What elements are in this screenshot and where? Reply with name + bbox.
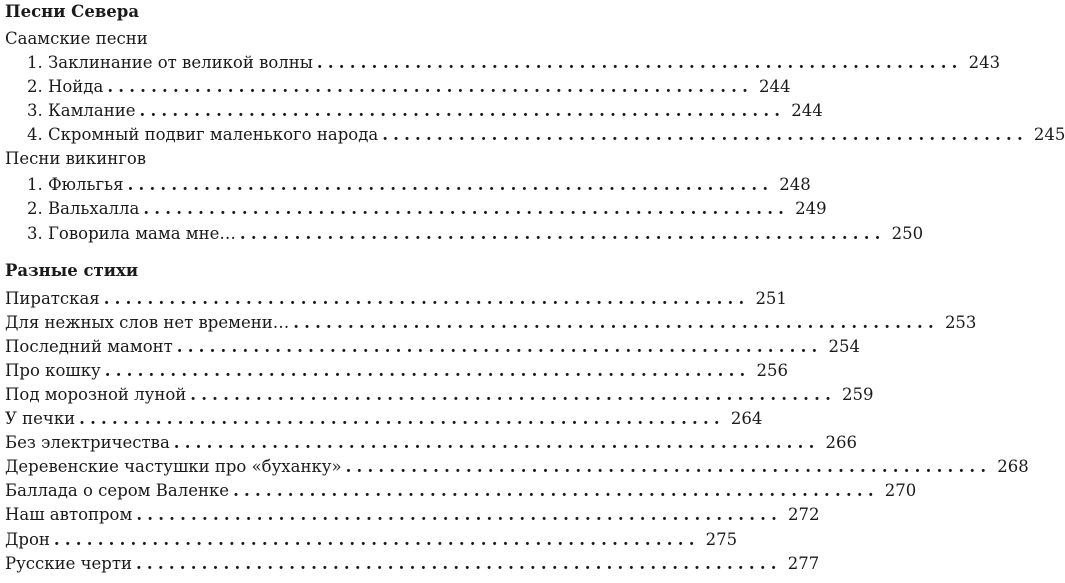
toc-entry-title: Деревенские частушки про «буханку» xyxy=(5,457,342,476)
toc-entry[interactable] xyxy=(5,289,787,309)
group-title-saami-songs: Саамские песни xyxy=(5,29,148,48)
group-title-viking-songs: Песни викингов xyxy=(5,149,147,168)
toc-entry[interactable] xyxy=(5,481,917,501)
toc-entry-title: Про кошку xyxy=(5,361,101,380)
toc-entry-page: 254 xyxy=(828,337,860,356)
toc-entry-page: 248 xyxy=(779,175,811,194)
toc-entry[interactable] xyxy=(5,313,977,333)
toc-entry-title: Наш автопром xyxy=(5,505,133,524)
toc-entry-page: 275 xyxy=(705,530,738,549)
dot-leader: ........................................................... xyxy=(107,77,754,96)
toc-entry-page: 277 xyxy=(787,554,820,573)
toc-entry-title: 1. Заклинание от великой волны xyxy=(27,53,313,72)
toc-entry-page: 253 xyxy=(944,313,977,332)
toc-entry[interactable] xyxy=(27,224,924,244)
toc-entry[interactable] xyxy=(27,175,811,195)
toc-entry[interactable] xyxy=(27,125,1065,145)
dot-leader: ........................................................... xyxy=(316,53,963,72)
toc-entry-page: 251 xyxy=(755,289,787,308)
dot-leader: ........................................................... xyxy=(190,385,837,404)
toc-entry-title: Баллада о сером Валенке xyxy=(5,481,230,500)
toc-entry-page: 244 xyxy=(759,77,791,96)
toc-entry[interactable] xyxy=(5,361,788,381)
dot-leader: ........................................................... xyxy=(104,361,751,380)
toc-entry-page: 259 xyxy=(842,385,874,404)
toc-entry-page: 270 xyxy=(884,481,917,500)
dot-leader: ........................................................... xyxy=(233,481,879,500)
dot-leader: ........................................................... xyxy=(53,530,700,549)
toc-entry[interactable] xyxy=(27,101,823,121)
toc-entry-title: У печки xyxy=(5,409,76,428)
dot-leader: ........................................................... xyxy=(135,554,782,573)
toc-entry-title: Последний мамонт xyxy=(5,337,173,356)
toc-entry[interactable] xyxy=(5,337,860,357)
toc-entry[interactable] xyxy=(5,530,738,550)
dot-leader: ........................................................... xyxy=(345,457,992,476)
toc-entry-page: 256 xyxy=(756,361,788,380)
toc-entry-title: Пиратская xyxy=(5,289,100,308)
toc-entry-page: 243 xyxy=(968,53,1001,72)
dot-leader: ........................................................... xyxy=(127,175,774,194)
toc-entry-page: 244 xyxy=(791,101,823,120)
toc-entry-title: Без электричества xyxy=(5,433,170,452)
toc-entry[interactable] xyxy=(27,53,1001,73)
dot-leader: ........................................................... xyxy=(103,289,750,308)
dot-leader: ........................................................... xyxy=(143,199,790,218)
toc-entry-title: 3. Говорила мама мне… xyxy=(27,224,236,243)
toc-entry-title: 3. Камлание xyxy=(27,101,136,120)
toc-entry-page: 250 xyxy=(891,224,924,243)
toc-entry[interactable] xyxy=(5,385,874,405)
toc-entry[interactable] xyxy=(5,457,1029,477)
toc-entry-title: 2. Вальхалла xyxy=(27,199,140,218)
toc-entry[interactable] xyxy=(5,433,858,453)
toc-entry-page: 249 xyxy=(795,199,827,218)
toc-entry[interactable] xyxy=(5,554,820,574)
toc-entry-page: 272 xyxy=(788,505,820,524)
toc-entry-title: 2. Нойда xyxy=(27,77,104,96)
toc-entry[interactable] xyxy=(5,409,763,429)
dot-leader: ........................................................... xyxy=(239,224,886,243)
toc-entry[interactable] xyxy=(5,505,820,525)
section-heading-various-poems: Разные стихи xyxy=(5,261,139,280)
dot-leader: ........................................................... xyxy=(173,433,820,452)
dot-leader: ........................................................... xyxy=(139,101,786,120)
toc-entry[interactable] xyxy=(27,199,827,219)
toc-entry-title: Под морозной луной xyxy=(5,385,187,404)
toc-entry-title: 4. Скромный подвиг маленького народа xyxy=(27,125,379,144)
toc-entry-page: 268 xyxy=(997,457,1029,476)
dot-leader: ........................................................... xyxy=(382,125,1028,144)
toc-entry-page: 266 xyxy=(825,433,858,452)
toc-entry-title: 1. Фюльгья xyxy=(27,175,124,194)
dot-leader: ........................................................... xyxy=(176,337,823,356)
toc-entry-page: 245 xyxy=(1033,125,1065,144)
section-heading-north-songs: Песни Севера xyxy=(5,2,140,21)
dot-leader: ........................................................... xyxy=(136,505,783,524)
toc-entry-title: Дрон xyxy=(5,530,50,549)
toc-entry-title: Для нежных слов нет времени… xyxy=(5,313,290,332)
toc-entry[interactable] xyxy=(27,77,791,97)
dot-leader: ........................................................... xyxy=(79,409,725,428)
dot-leader: ........................................................... xyxy=(293,313,939,332)
toc-entry-title: Русские черти xyxy=(5,554,132,573)
toc-entry-page: 264 xyxy=(730,409,763,428)
